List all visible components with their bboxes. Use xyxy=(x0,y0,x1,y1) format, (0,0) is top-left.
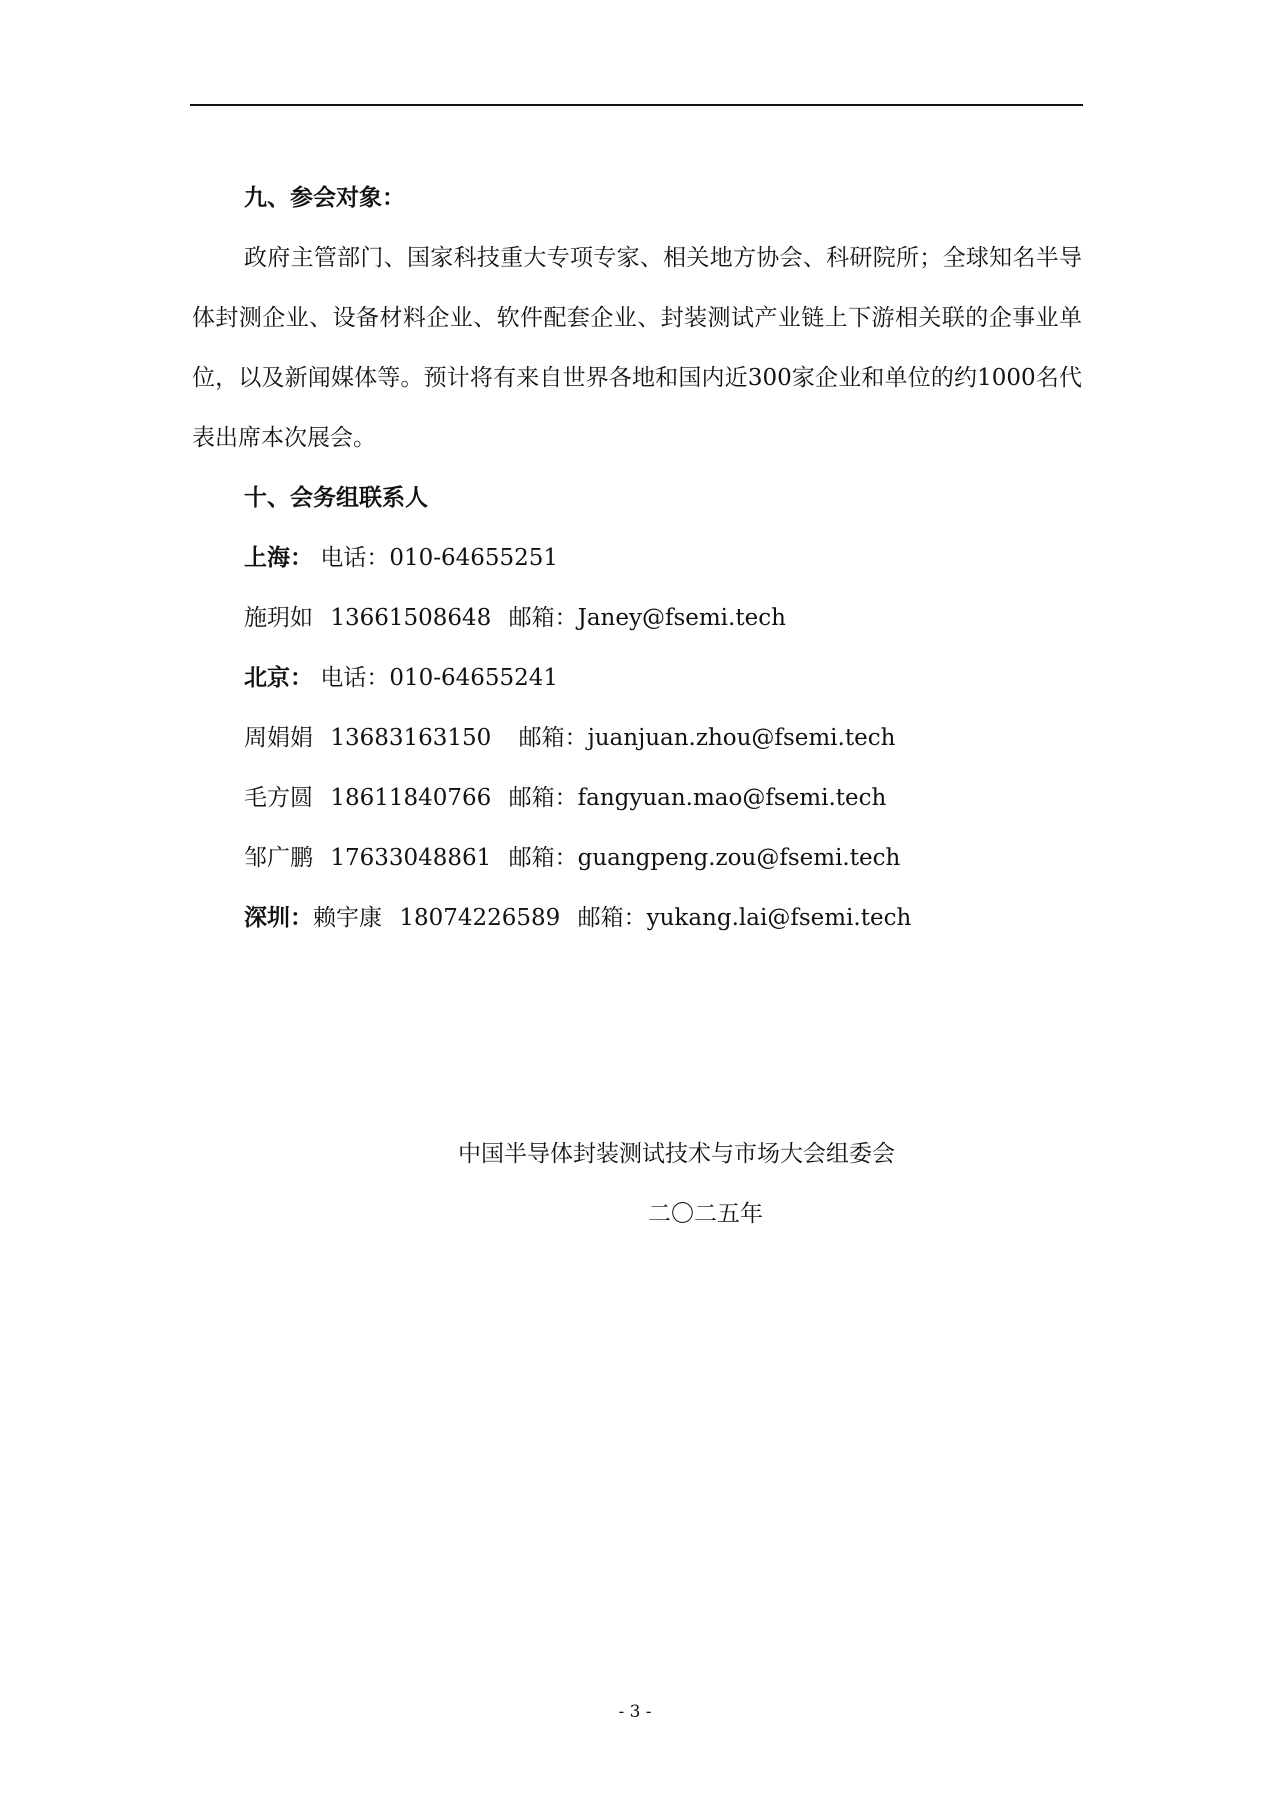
document-date: 二〇二五年 xyxy=(648,1201,763,1227)
contact-mobile: 18611840766 xyxy=(330,785,492,811)
beijing-phone: 电话：010-64655241 xyxy=(320,665,559,691)
contact-mobile: 13661508648 xyxy=(330,605,492,631)
contact-line-shi xyxy=(192,588,1082,648)
contact-name: 施玥如 xyxy=(244,605,313,631)
contact-name: 赖宇康 xyxy=(313,905,382,931)
contact-email: 邮箱：yukang.lai@fsemi.tech xyxy=(577,905,912,931)
contact-mobile: 18074226589 xyxy=(399,905,561,931)
contact-mobile: 17633048861 xyxy=(330,845,492,871)
contact-email: 邮箱：Janey@fsemi.tech xyxy=(508,605,786,631)
contact-line-mao xyxy=(192,768,1082,828)
shanghai-phone: 电话：010-64655251 xyxy=(320,545,559,571)
contact-line-zhou xyxy=(192,708,1082,768)
document-body xyxy=(192,168,1082,948)
header-rule xyxy=(190,104,1083,106)
attendees-paragraph: 政府主管部门、国家科技重大专项专家、相关地方协会、科研院所；全球知名半导体封测企业、设备材料企业、软件配套企业、封装测试产业链上下游相关联的企事业单位，以及新闻媒体等。预计将有来自世界各地和国内近300家企业和单位的约1000名代表出席本次展会。 xyxy=(192,245,1082,451)
contact-line-zou xyxy=(192,828,1082,888)
city-label-shanghai: 上海： xyxy=(244,544,313,571)
contact-mobile: 13683163150 xyxy=(330,725,492,751)
section-heading-attendees: 九、参会对象： xyxy=(244,184,405,211)
contact-line-shenzhen xyxy=(192,888,1082,948)
contact-email: 邮箱：juanjuan.zhou@fsemi.tech xyxy=(518,725,896,751)
city-label-beijing: 北京： xyxy=(244,664,313,691)
beijing-phone-line xyxy=(192,648,1082,708)
city-label-shenzhen: 深圳： xyxy=(244,904,313,931)
contact-email: 邮箱：fangyuan.mao@fsemi.tech xyxy=(508,785,887,811)
contact-name: 邹广鹏 xyxy=(244,845,313,871)
contact-email: 邮箱：guangpeng.zou@fsemi.tech xyxy=(508,845,901,871)
section-heading-contacts: 十、会务组联系人 xyxy=(244,484,428,511)
page-number: - 3 - xyxy=(618,1702,652,1722)
contact-name: 毛方圆 xyxy=(244,785,313,811)
shanghai-phone-line xyxy=(192,528,1082,588)
contact-name: 周娟娟 xyxy=(244,725,313,751)
organizer-signature: 中国半导体封装测试技术与市场大会组委会 xyxy=(458,1141,895,1167)
